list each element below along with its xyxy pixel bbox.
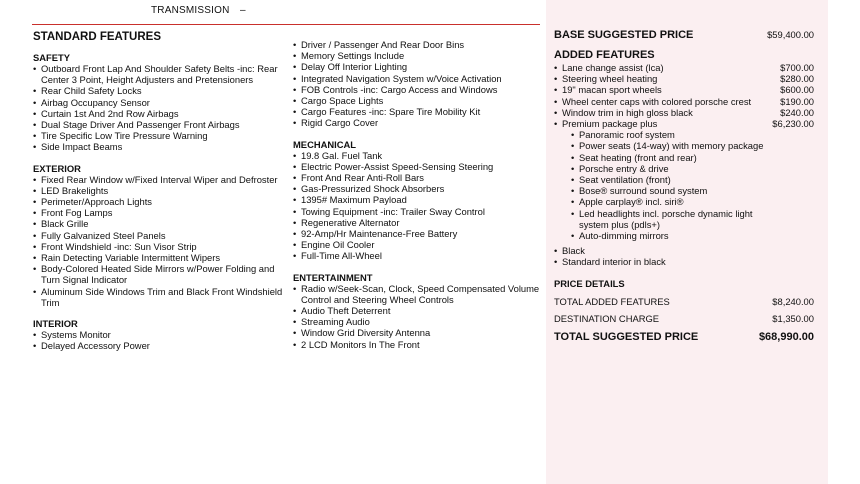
feature-section-title: SAFETY: [33, 52, 70, 63]
added-feature-price: $190.00: [780, 95, 814, 107]
package-item: • Power seats (14-way) with memory package: [571, 140, 769, 151]
added-feature-name: • Lane change assist (lca): [562, 62, 664, 73]
feature-item: • Engine Oil Cooler: [293, 239, 543, 250]
feature-list: [33, 63, 293, 153]
added-feature-price: $6,230.00: [772, 118, 814, 130]
added-feature-price: $240.00: [780, 106, 814, 118]
feature-item: • Gas-Pressurized Shock Absorbers: [293, 183, 543, 194]
feature-list: [293, 283, 543, 350]
feature-item: • Front Fog Lamps: [33, 207, 293, 218]
pricing-panel: [546, 0, 828, 484]
feature-list: [33, 174, 293, 308]
feature-item: • Body-Colored Heated Side Mirrors w/Power Folding and Turn Signal Indicator: [33, 263, 293, 285]
price-details-title: PRICE DETAILS: [554, 277, 625, 289]
transmission-value: –: [240, 5, 246, 16]
feature-item: • Integrated Navigation System w/Voice Activation: [293, 73, 543, 84]
feature-item: • Front Windshield -inc: Sun Visor Strip: [33, 241, 293, 252]
added-feature-row: [562, 62, 814, 73]
feature-item: • Streaming Audio: [293, 316, 543, 327]
added-feature-item: [554, 118, 814, 241]
package-item: • Porsche entry & drive: [571, 163, 769, 174]
feature-item: • Front And Rear Anti-Roll Bars: [293, 172, 543, 183]
feature-item: • Window Grid Diversity Antenna: [293, 327, 543, 338]
added-feature-row: [562, 84, 814, 95]
feature-item: • Cargo Space Lights: [293, 95, 543, 106]
package-item: • Apple carplay® incl. siri®: [571, 196, 769, 207]
feature-item: • Regenerative Alternator: [293, 217, 543, 228]
feature-item: • Towing Equipment -inc: Trailer Sway Control: [293, 206, 543, 217]
feature-item: • Rigid Cargo Cover: [293, 117, 543, 128]
added-feature-item: [554, 107, 814, 118]
added-feature-name: • Wheel center caps with colored porsche crest: [562, 95, 752, 107]
feature-item: • Curtain 1st And 2nd Row Airbags: [33, 108, 293, 119]
transmission-label: TRANSMISSION: [151, 5, 230, 16]
feature-section-title: EXTERIOR: [33, 162, 81, 174]
feature-item: • 92-Amp/Hr Maintenance-Free Battery: [293, 228, 543, 239]
total-price-label: TOTAL SUGGESTED PRICE: [554, 330, 699, 343]
feature-item: • Full-Time All-Wheel: [293, 250, 543, 261]
feature-item: • Fully Galvanized Steel Panels: [33, 230, 293, 241]
feature-item: • Side Impact Beams: [33, 141, 293, 152]
added-feature-row: [562, 118, 814, 129]
added-features-list: [554, 62, 814, 241]
feature-item: • Driver / Passenger And Rear Door Bins: [293, 39, 543, 50]
package-item: • Led headlights incl. porsche dynamic light system plus (pdls+): [571, 208, 769, 230]
feature-section: [293, 272, 543, 350]
destination-label: DESTINATION CHARGE: [554, 312, 660, 324]
feature-section-title: INTERIOR: [33, 318, 78, 330]
added-features-title: ADDED FEATURES: [554, 49, 655, 61]
added-feature-row: [562, 73, 814, 84]
feature-list: [293, 150, 543, 262]
added-feature-item: [554, 73, 814, 84]
feature-item: • Cargo Features -inc: Spare Tire Mobility Kit: [293, 106, 543, 117]
feature-item: • Radio w/Seek-Scan, Clock, Speed Compensated Volume Control and Steering Wheel Controls: [293, 283, 543, 305]
added-feature-row: [562, 107, 814, 118]
destination-value: $1,350.00: [772, 312, 814, 324]
total-added-value: $8,240.00: [772, 295, 814, 307]
feature-section: [33, 163, 293, 308]
package-item: • Seat heating (front and rear): [571, 152, 769, 163]
feature-item: • Black Grille: [33, 218, 293, 229]
feature-item: • Rain Detecting Variable Intermittent Wipers: [33, 252, 293, 263]
package-item: • Auto-dimming mirrors: [571, 230, 769, 241]
feature-item: • Airbag Occupancy Sensor: [33, 97, 293, 108]
feature-item: • 1395# Maximum Payload: [293, 194, 543, 205]
extra-item: • Standard interior in black: [554, 256, 814, 267]
feature-section: [293, 39, 543, 129]
total-price-value: $68,990.00: [758, 330, 814, 343]
feature-item: • 2 LCD Monitors In The Front: [293, 339, 543, 350]
feature-section-title: MECHANICAL: [293, 138, 357, 150]
standard-features: [33, 31, 543, 361]
feature-item: • Delay Off Interior Lighting: [293, 61, 543, 72]
header-divider: [32, 24, 540, 25]
feature-section-title: ENTERTAINMENT: [293, 271, 373, 283]
brand-logo: [34, 0, 126, 2]
standard-features-title: STANDARD FEATURES: [33, 31, 161, 43]
feature-section: [293, 139, 543, 262]
added-feature-price: $280.00: [780, 73, 814, 85]
feature-item: • FOB Controls -inc: Cargo Access and Windows: [293, 84, 543, 95]
added-feature-row: [562, 96, 814, 107]
added-feature-name: • Premium package plus: [562, 118, 658, 130]
total-added-row: [554, 296, 814, 307]
total-price-row: [554, 331, 814, 343]
features-right-column: [293, 39, 543, 361]
package-item: • Panoramic roof system: [571, 129, 769, 140]
destination-row: [554, 313, 814, 324]
base-price-value: $59,400.00: [767, 29, 814, 40]
extras-list: [554, 245, 814, 267]
extra-item: • Black: [554, 245, 814, 256]
feature-item: • Delayed Accessory Power: [33, 340, 293, 351]
feature-item: • Audio Theft Deterrent: [293, 305, 543, 316]
package-contents-list: [562, 129, 814, 241]
feature-list: [33, 329, 293, 351]
base-price-row: [554, 29, 814, 41]
feature-item: • LED Brakelights: [33, 185, 293, 196]
feature-item: • 19.8 Gal. Fuel Tank: [293, 150, 543, 161]
feature-section: [33, 52, 293, 153]
feature-section: [33, 318, 293, 351]
feature-item: • Dual Stage Driver And Passenger Front Airbags: [33, 119, 293, 130]
feature-item: • Rear Child Safety Locks: [33, 85, 293, 96]
added-feature-price: $700.00: [780, 62, 814, 73]
feature-item: • Fixed Rear Window w/Fixed Interval Wiper and Defroster: [33, 174, 293, 185]
feature-item: • Perimeter/Approach Lights: [33, 196, 293, 207]
feature-list: [293, 39, 543, 129]
feature-item: • Memory Settings Include: [293, 50, 543, 61]
feature-item: • Systems Monitor: [33, 329, 293, 340]
package-item: • Bose® surround sound system: [571, 185, 769, 196]
feature-item: • Outboard Front Lap And Shoulder Safety Belts -inc: Rear Center 3 Point, Height Adjusters and Pretensioners: [33, 63, 293, 85]
added-feature-name: • Window trim in high gloss black: [562, 106, 693, 118]
added-feature-name: • Steering wheel heating: [562, 73, 658, 85]
added-feature-price: $600.00: [780, 84, 814, 96]
added-feature-item: [554, 96, 814, 107]
added-feature-item: [554, 62, 814, 73]
added-feature-name: • 19" macan sport wheels: [562, 84, 662, 96]
feature-item: • Electric Power-Assist Speed-Sensing Steering: [293, 161, 543, 172]
package-item: • Seat ventilation (front): [571, 174, 769, 185]
feature-item: • Tire Specific Low Tire Pressure Warning: [33, 130, 293, 141]
feature-item: • Aluminum Side Windows Trim and Black Front Windshield Trim: [33, 286, 293, 308]
total-added-label: TOTAL ADDED FEATURES: [554, 295, 670, 307]
base-price-label: BASE SUGGESTED PRICE: [554, 29, 694, 41]
features-left-column: [33, 52, 293, 361]
added-feature-item: [554, 84, 814, 95]
